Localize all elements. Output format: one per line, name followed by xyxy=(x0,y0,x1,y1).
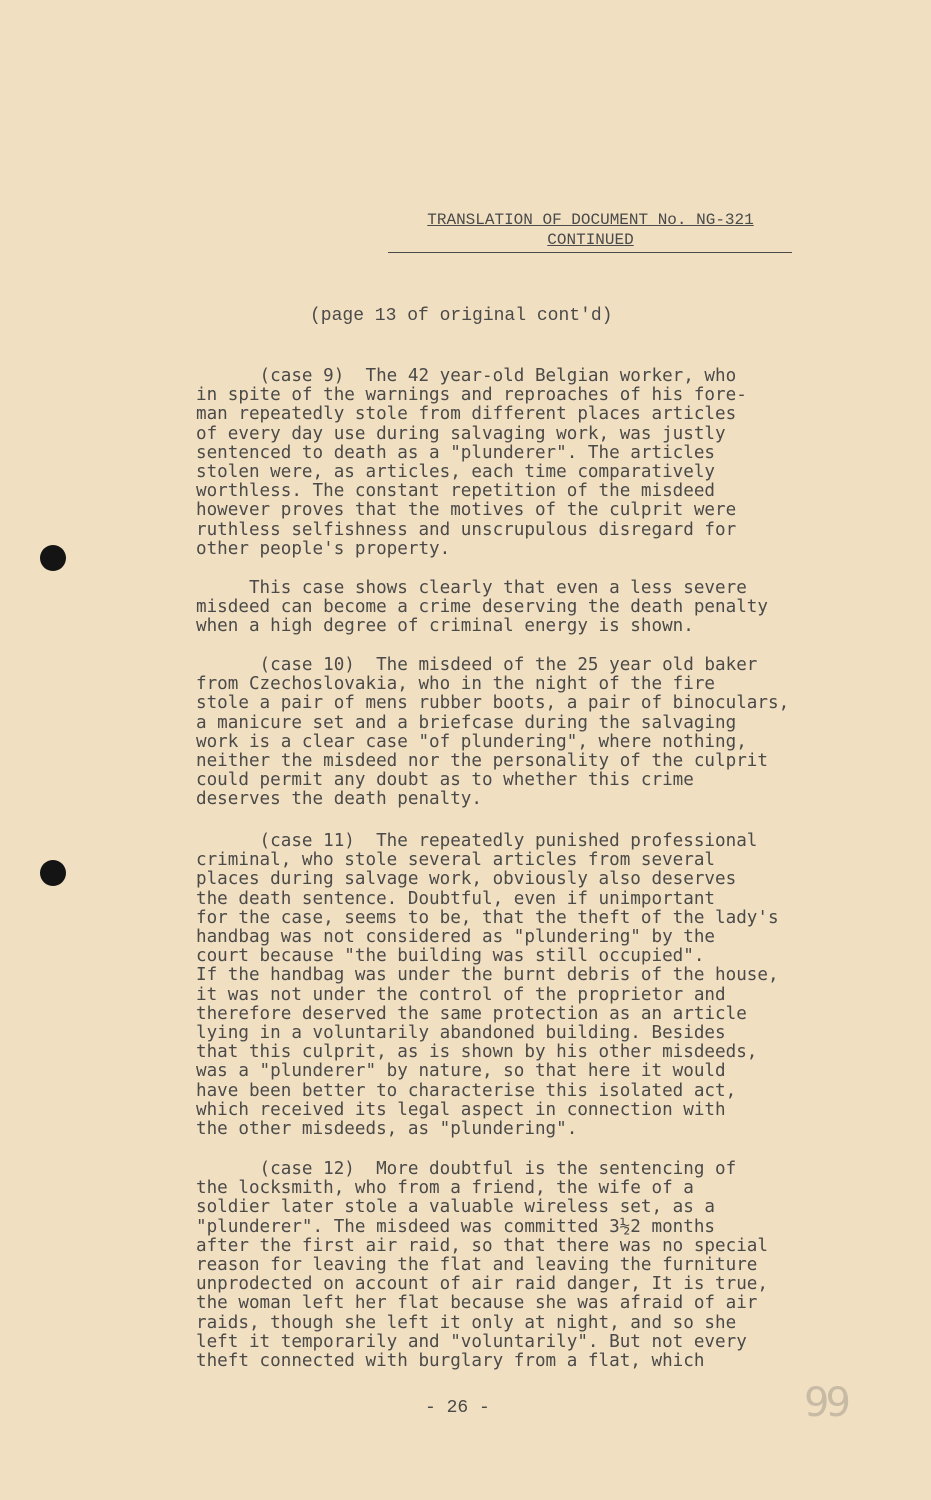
paragraph-case-9: (case 9) The 42 year-old Belgian worker, who in spite of the warnings and reproaches of his fore- man repeatedly stole from different places articles of every day use during salvaging work, was justly sentenced to death as a "plunderer". The articles stolen were, as articles, each time comparatively worthless. The constant repetition of the misdeed however proves that the motives of the culprit were ruthless selfishness and unscrupulous disregard for other people's property. xyxy=(196,366,747,559)
document-header xyxy=(388,210,793,250)
punch-hole-icon xyxy=(40,860,66,886)
header-title: TRANSLATION OF DOCUMENT No. NG-321 xyxy=(427,211,754,229)
paragraph-case-11: (case 11) The repeatedly punished professional criminal, who stole several articles from several places during salvage work, obviously also deserves the death sentence. Doubtful, even if unimportant for the case, seems to be, that the theft of the lady's handbag was not considered as "plundering" by the court because "the building was still occupied". If the handbag was under the burnt debris of the house, it was not under the control of the proprietor and therefore deserved the same protection as an article lying in a voluntarily abandoned building. Besides that this culprit, as is shown by his other misdeeds, was a "plunderer" by nature, so that here it would have been better to characterise this isolated act, which received its legal aspect in connection with the other misdeeds, as "plundering". xyxy=(196,831,779,1140)
header-rule xyxy=(388,252,792,253)
paragraph-case-12: (case 12) More doubtful is the sentencing of the locksmith, who from a friend, the wife of a soldier later stole a valuable wireless set, as a "plunderer". The misdeed was committed 3½2 months after the first air raid, so that there was no special reason for leaving the flat and leaving the furniture unprodected on account of air raid danger, It is true, the woman left her flat because she was afraid of air raids, though she left it only at night, and so she left it temporarily and "voluntarily". But not every theft connected with burglary from a flat, which xyxy=(196,1159,768,1372)
pencil-annotation: 99 xyxy=(804,1380,847,1426)
page-reference: (page 13 of original cont'd) xyxy=(310,306,613,326)
header-subtitle: CONTINUED xyxy=(547,231,634,249)
paragraph-summary: This case shows clearly that even a less severe misdeed can become a crime deserving the death penalty when a high degree of criminal energy is shown. xyxy=(196,578,768,637)
paragraph-case-10: (case 10) The misdeed of the 25 year old baker from Czechoslovakia, who in the night of the fire stole a pair of mens rubber boots, a pair of binoculars, a manicure set and a briefcase during the salvaging work is a clear case "of plundering", where nothing, neither the misdeed nor the personality of the culprit could permit any doubt as to whether this crime deserves the death penalty. xyxy=(196,655,790,810)
punch-hole-icon xyxy=(40,545,66,571)
page-number: - 26 - xyxy=(425,1398,490,1418)
